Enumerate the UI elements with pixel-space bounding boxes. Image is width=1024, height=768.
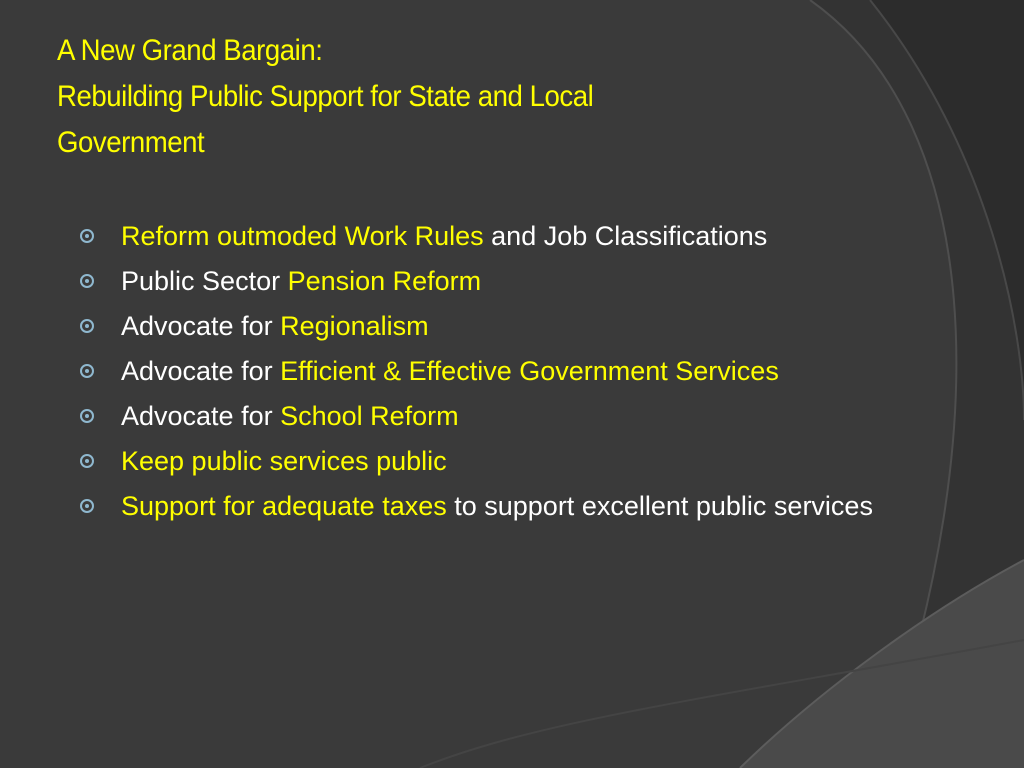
circle-bullet-icon [80,229,94,243]
bullet-item [76,263,956,299]
circle-bullet-icon [80,454,94,468]
bullet-text: Advocate for [121,356,281,386]
bullet-text-highlight: Efficient & Effective Government Services [280,356,779,386]
bullet-text-highlight: Support for adequate taxes [121,491,447,521]
bullet-item [76,353,956,389]
circle-bullet-icon [80,409,94,423]
bullet-text: to support excellent public services [446,491,873,521]
bullet-text: and Job Classifications [483,221,768,251]
circle-bullet-icon [80,274,94,288]
bullet-text: Advocate for [121,401,281,431]
bullet-item [76,308,956,344]
bullet-text-highlight: School Reform [280,401,459,431]
title-line-2: Rebuilding Public Support for State and Local [57,80,594,113]
bullet-item [76,398,956,434]
bullet-item [76,218,956,254]
bullet-text: Advocate for [121,311,281,341]
title-line-3: Government [57,126,205,159]
circle-bullet-icon [80,364,94,378]
bullet-text-highlight: Reform outmoded Work Rules [121,221,484,251]
circle-bullet-icon [80,319,94,333]
bullet-list [76,218,956,533]
slide-title [57,28,848,166]
bullet-text-highlight: Keep public services public [121,446,447,476]
circle-bullet-icon [80,499,94,513]
bullet-text-highlight: Pension Reform [287,266,482,296]
bullet-text-highlight: Regionalism [280,311,429,341]
bullet-text: Public Sector [121,266,288,296]
bullet-item [76,488,956,524]
bullet-item [76,443,956,479]
title-line-1: A New Grand Bargain: [57,34,323,67]
